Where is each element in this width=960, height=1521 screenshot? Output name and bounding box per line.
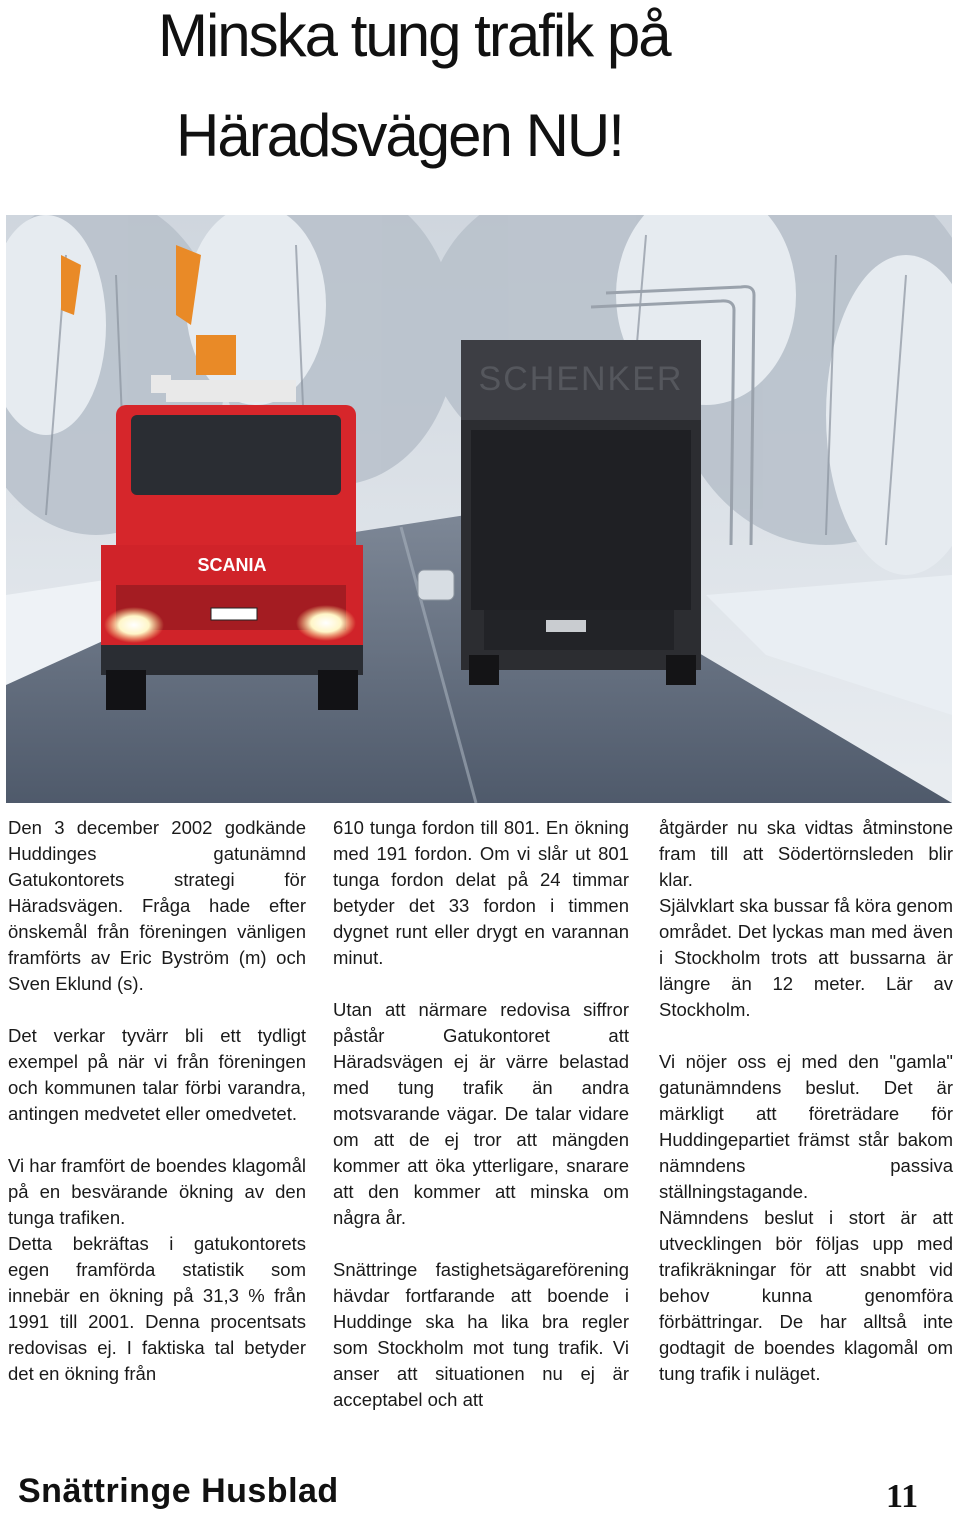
- headline-line-2: Häradsvägen NU!: [176, 102, 623, 169]
- paragraph: Snättringe fastighetsägareförening hävdar fortfarande att boende i Huddinge ska ha lika bra regler som Stockholm mot tung trafik. Vi anser att situationen nu ej är acceptabel och att: [333, 1259, 629, 1410]
- paragraph: Vi nöjer oss ej med den "gamla" gatunämndens beslut. Det är märkligt att företrädare för Huddingepartiet främst står bakom nämndens passiva ställningstagande.: [659, 1051, 953, 1202]
- article-column-1: [8, 815, 306, 1413]
- paragraph: Självklart ska bussar få köra genom området. Det lyckas man med även i Stockholm trots att bussarna är längre än 12 meter. Lär av Stockholm.: [659, 895, 953, 1020]
- paragraph: Det verkar tyvärr bli ett tydligt exempel på när vi från föreningen och kommunen talar förbi varandra, antingen medvetet eller omedvetet.: [8, 1025, 306, 1124]
- paragraph: Detta bekräftas i gatukontorets egen framförda statistik som innebär en ökning på 31,3 % från 1991 till 2001. Denna procentsats redovisas ej. I faktiska tal betyder det en ökning från: [8, 1233, 306, 1384]
- paragraph: Utan att närmare redovisa siffror påstår Gatukontoret att Häradsvägen ej är värre belastad med tung trafik än andra motsvarande vägar. De talar vidare om att de ej tror att mängden kommer att öka ytterligare, snarare att den kommer att minska om några år.: [333, 999, 629, 1228]
- paragraph: åtgärder nu ska vidtas åtminstone fram till att Södertörnsleden blir klar.: [659, 817, 953, 890]
- paragraph: Den 3 december 2002 godkände Huddinges gatunämnd Gatukontorets strategi för Häradsvägen. Fråga hade efter önskemål från föreningen vänligen framförts av Eric Byström (m) och Sven Eklund (s).: [8, 817, 306, 994]
- headline-line-1: Minska tung trafik på: [158, 2, 670, 69]
- paragraph: Vi har framfört de boendes klagomål på en besvärande ökning av den tunga trafiken.: [8, 1155, 306, 1228]
- svg-text:SCHENKER: SCHENKER: [478, 360, 684, 398]
- svg-text:SCANIA: SCANIA: [197, 555, 267, 575]
- article-photo: [6, 215, 952, 803]
- article-column-3: [659, 815, 953, 1413]
- page-number: 11: [886, 1478, 919, 1515]
- article-column-2: [333, 815, 629, 1439]
- publication-name: Snättringe Husblad: [18, 1472, 339, 1510]
- paragraph: Nämndens beslut i stort är att utvecklingen bör följas upp med trafikräkningar för att snabbt vid behov kunna genomföra förbättringar. De har alltså inte godtagit de boendes klagomål om tung trafik i nuläget.: [659, 1207, 953, 1384]
- paragraph: 610 tunga fordon till 801. En ökning med 191 fordon. Om vi slår ut 801 tunga fordon delat på 24 timmar betyder det 33 fordon i timmen dygnet runt eller drygt en varannan minut.: [333, 817, 629, 968]
